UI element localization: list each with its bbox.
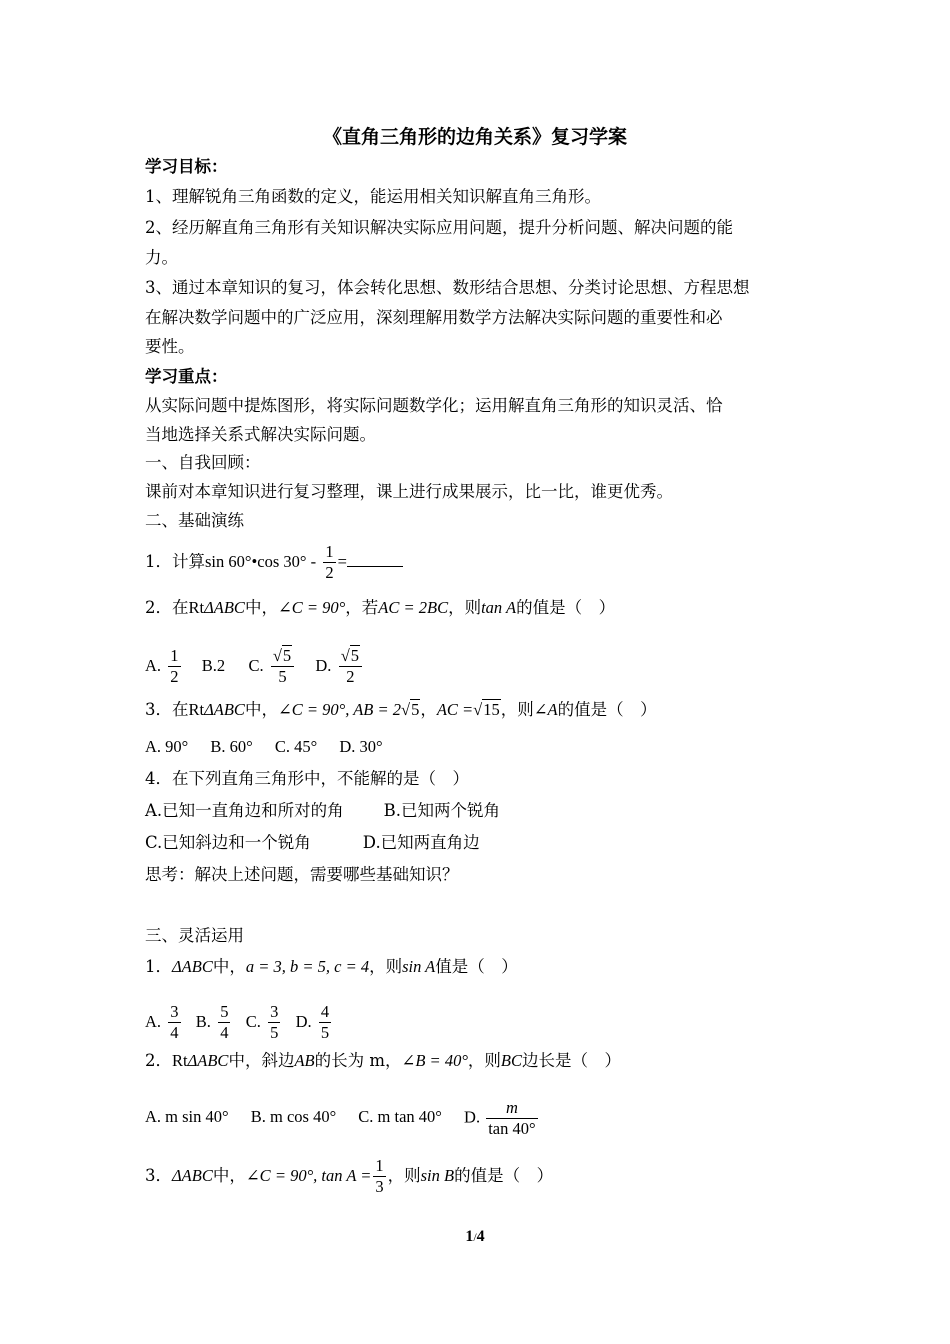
q-text: 中， [244, 598, 278, 617]
objectives-heading: 学习目标： [145, 157, 228, 176]
fraction: $\frac{1}{2}$ [325, 542, 334, 582]
page-number [0, 1228, 950, 1246]
current-page: 1 [465, 1228, 474, 1245]
objective-2-line-1: 2、经历解直角三角形有关知识解决实际应用问题，提升分析问题、解决问题的能 [145, 218, 733, 237]
fraction: $\frac{m}{\tan 40^\circ}$ [488, 1098, 536, 1138]
keypoints-heading: 学习重点： [145, 367, 228, 386]
option-c[interactable]: C. m tan 40° [358, 1107, 442, 1127]
total-pages: 4 [476, 1228, 485, 1245]
option-d[interactable]: D. [464, 1107, 481, 1127]
apply-heading: 三、灵活运用 [145, 926, 244, 945]
page-separator: / [473, 1230, 477, 1244]
condition: AC = 2BC [378, 598, 449, 617]
objective-3-line-3: 要性。 [145, 337, 195, 356]
triangle-label: ΔABC [172, 957, 213, 976]
option-c[interactable]: C. [248, 656, 264, 675]
q-prefix: 2． [145, 1051, 172, 1070]
q-suffix: 的值是（ ） [454, 1166, 554, 1185]
basics-question-2 [145, 597, 615, 619]
triangle-label: ΔABC [187, 1051, 229, 1070]
segment-label: AB [294, 1051, 315, 1070]
equals-sign: = [337, 552, 347, 571]
basics-question-3: 3．在RtΔABC中，∠C = 90°, AB = 2√5，AC =√15，则∠A的值是（ ） [145, 700, 657, 719]
option-c[interactable]: C. 45° [274, 737, 318, 756]
triangle-label: ΔABC [172, 1166, 213, 1185]
basics-question-4: 4．在下列直角三角形中，不能解的是（ ） [145, 769, 469, 788]
q-text: 中， [212, 957, 246, 976]
option-a[interactable]: A. 90° [145, 737, 189, 756]
segment-label: BC [500, 1051, 523, 1070]
option-b[interactable]: B. 60° [210, 737, 253, 756]
q-suffix: 值是（ ） [435, 957, 518, 976]
apply-question-1 [145, 956, 518, 978]
objective-3-line-2: 在解决数学问题中的广泛应用，深刻理解用数学方法解决实际问题的重要性和必 [145, 308, 723, 327]
fraction: $\frac{√5}{5}$ [271, 646, 294, 687]
radicand: 5 [411, 700, 420, 719]
radicand: 15 [483, 700, 500, 719]
apply-question-2-options [145, 1098, 540, 1139]
condition: AC = [436, 700, 474, 719]
fraction: $\frac{3}{4}$ [170, 1002, 179, 1042]
fraction: $\frac{5}{4}$ [220, 1002, 229, 1042]
target-expression: ∠A [533, 700, 558, 719]
objective-3-line-1: 3、通过本章知识的复习，体会转化思想、数形结合思想、分类讨论思想、方程思想 [145, 278, 750, 297]
rt-label: Rt [172, 1051, 188, 1070]
fraction: $\frac{1}{2}$ [170, 646, 179, 686]
option-a[interactable]: A.已知一直角边和所对的角 [145, 801, 344, 820]
fraction: $\frac{1}{3}$ [375, 1156, 384, 1196]
option-a[interactable]: A. [145, 1012, 162, 1031]
basics-question-3-options [145, 736, 383, 758]
q-suffix: 的值是（ ） [557, 700, 657, 719]
option-c[interactable]: C.已知斜边和一个锐角 [145, 833, 311, 852]
condition: a = 3, b = 5, c = 4 [245, 957, 370, 976]
q-prefix: 3． [145, 1166, 172, 1185]
q-prefix: 2．在 [145, 598, 189, 617]
q-suffix: 的值是（ ） [516, 598, 616, 617]
q-text: 的长为 m， [314, 1051, 402, 1070]
basics-question-2-options [145, 646, 364, 687]
option-d[interactable]: D. [295, 1012, 312, 1031]
q-text: ， [420, 700, 437, 719]
apply-question-3 [145, 1156, 553, 1197]
q-expression: sin 60°•cos 30° - [205, 552, 317, 571]
q-text: ，若 [345, 598, 379, 617]
option-a[interactable]: A. [145, 656, 162, 675]
basics-question-4-options-row-1 [145, 800, 500, 822]
option-c[interactable]: C. [245, 1012, 261, 1031]
option-d[interactable]: D. [315, 656, 332, 675]
option-d[interactable]: D.已知两直角边 [362, 833, 480, 852]
q-text: 中，斜边 [228, 1051, 295, 1070]
rt-label: Rt [188, 598, 205, 617]
rt-label: Rt [188, 700, 205, 719]
option-b[interactable]: B. [195, 1012, 211, 1031]
option-b[interactable]: B.已知两个锐角 [383, 801, 501, 820]
q-text: ，则 [467, 1051, 501, 1070]
basics-heading: 二、基础演练 [145, 511, 244, 530]
objective-1: 1、理解锐角三角函数的定义，能运用相关知识解直角三角形。 [145, 187, 601, 206]
objective-2-line-2: 力。 [145, 248, 178, 267]
basics-question-1 [145, 542, 403, 583]
option-d[interactable]: D. 30° [339, 737, 383, 756]
option-b[interactable]: B. m cos 40° [250, 1107, 337, 1127]
target-expression: sin A [402, 957, 436, 976]
q-text: ，则 [387, 1166, 421, 1185]
keypoints-line-2: 当地选择关系式解决实际问题。 [145, 425, 376, 444]
q-text: ，则 [369, 957, 403, 976]
page-title: 《直角三角形的边角关系》复习学案 [322, 126, 627, 148]
target-expression: tan A [481, 598, 517, 617]
q-prefix: 3．在 [145, 700, 189, 719]
triangle-label: ΔABC [204, 598, 245, 617]
q-text: 中， [244, 700, 278, 719]
review-heading: 一、自我回顾： [145, 453, 261, 472]
answer-blank[interactable] [347, 550, 403, 567]
apply-question-2 [145, 1050, 621, 1072]
condition: ∠C = 90° [277, 598, 346, 617]
q-prefix: 1． [145, 957, 172, 976]
q-text: ，则 [500, 700, 534, 719]
fraction: $\frac{√5}{2}$ [339, 646, 362, 687]
option-a[interactable]: A. m sin 40° [145, 1107, 229, 1127]
q-text: 中， [212, 1166, 246, 1185]
target-expression: sin B [420, 1166, 455, 1185]
condition: ∠C = 90°, tan A = [245, 1166, 372, 1185]
fraction: $\frac{4}{5}$ [320, 1002, 330, 1042]
q-suffix: 边长是（ ） [522, 1051, 622, 1070]
fraction: $\frac{3}{5}$ [270, 1002, 279, 1042]
basics-question-4-options-row-2 [145, 832, 480, 854]
keypoints-line-1: 从实际问题中提炼图形，将实际问题数学化；运用解直角三角形的知识灵活、恰 [145, 396, 723, 415]
think-prompt: 思考：解决上述问题，需要哪些基础知识？ [145, 865, 459, 884]
option-b[interactable]: B.2 [201, 656, 226, 675]
apply-question-1-options [145, 1002, 333, 1043]
q-prefix: 1．计算 [145, 552, 205, 571]
q-text: ，则 [448, 598, 482, 617]
triangle-label: ΔABC [204, 700, 245, 719]
review-text: 课前对本章知识进行复习整理，课上进行成果展示，比一比，谁更优秀。 [145, 482, 673, 501]
condition: ∠C = 90°, AB = 2 [277, 700, 402, 719]
condition: ∠B = 40° [401, 1051, 468, 1070]
